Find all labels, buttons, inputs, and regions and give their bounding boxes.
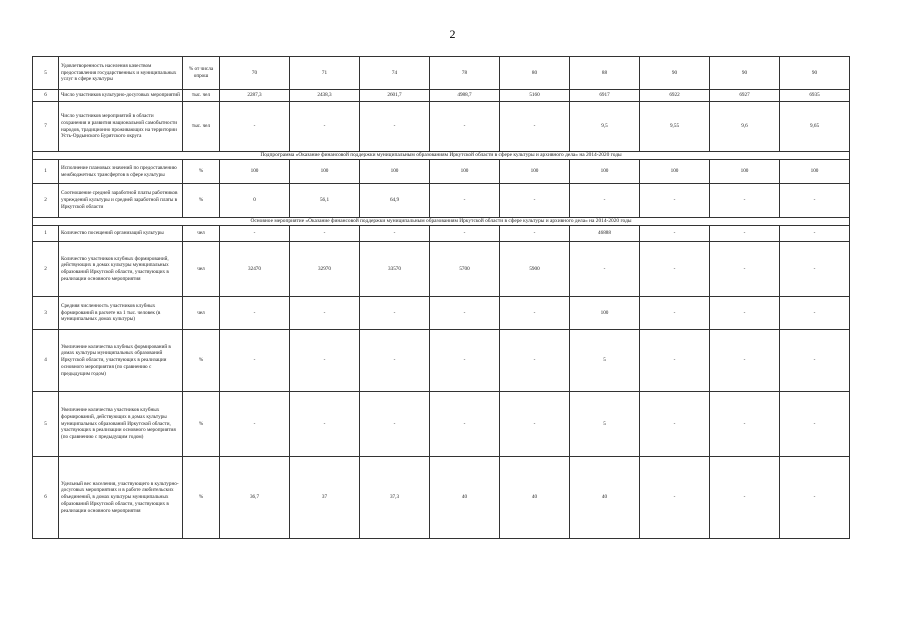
value-cell: 100: [360, 160, 430, 184]
unit-cell: %: [183, 330, 220, 392]
value-cell: -: [710, 392, 780, 457]
table-row: [33, 392, 850, 457]
value-cell: 9,65: [780, 102, 850, 152]
section-header-row: [33, 152, 850, 160]
value-cell: 32470: [220, 242, 290, 297]
value-cell: 64,9: [360, 184, 430, 218]
row-number: 6: [33, 90, 59, 102]
value-cell: -: [640, 392, 710, 457]
value-cell: -: [780, 297, 850, 330]
row-number: 4: [33, 330, 59, 392]
value-cell: 90: [710, 57, 780, 90]
value-cell: 2438,3: [290, 90, 360, 102]
table-row: [33, 57, 850, 90]
table-row: [33, 457, 850, 539]
value-cell: -: [500, 226, 570, 242]
value-cell: -: [710, 184, 780, 218]
value-cell: -: [640, 457, 710, 539]
value-cell: 4988,7: [430, 90, 500, 102]
value-cell: 9,6: [710, 102, 780, 152]
indicator-name: Исполнение плановых значений по предоставлению межбюджетных трансфертов в сфере культуры: [59, 160, 183, 184]
value-cell: 9,55: [640, 102, 710, 152]
row-number: 1: [33, 160, 59, 184]
value-cell: 100: [570, 160, 640, 184]
value-cell: -: [570, 184, 640, 218]
value-cell: -: [290, 102, 360, 152]
indicator-name: Увеличение количества участников клубных формирований, действующих в домах культуры муниципальных образований Иркутской области, участвующих в реализации основного мероприятия (по сравнению с предыдущим годом): [59, 392, 183, 457]
indicator-name: Удовлетворенность населения качеством предоставления государственных и муниципальных услуг в сфере культуры: [59, 57, 183, 90]
unit-cell: чел: [183, 226, 220, 242]
table-row: [33, 242, 850, 297]
value-cell: -: [640, 297, 710, 330]
value-cell: -: [780, 184, 850, 218]
value-cell: 5: [570, 392, 640, 457]
value-cell: -: [360, 102, 430, 152]
unit-cell: %: [183, 184, 220, 218]
value-cell: -: [220, 330, 290, 392]
value-cell: 100: [570, 297, 640, 330]
row-number: 5: [33, 392, 59, 457]
table-row: [33, 184, 850, 218]
value-cell: 6922: [640, 90, 710, 102]
unit-cell: тыс. чел: [183, 102, 220, 152]
value-cell: 70: [220, 57, 290, 90]
value-cell: 2287,3: [220, 90, 290, 102]
value-cell: -: [430, 226, 500, 242]
value-cell: 90: [640, 57, 710, 90]
unit-cell: %: [183, 392, 220, 457]
value-cell: 37,3: [360, 457, 430, 539]
unit-cell: % от числа опрош: [183, 57, 220, 90]
indicator-name: Средняя численность участников клубных формирований в расчете на 1 тыс. человек (в муниципальных домах культуры): [59, 297, 183, 330]
table-row: [33, 297, 850, 330]
table-row: [33, 160, 850, 184]
unit-cell: чел: [183, 242, 220, 297]
value-cell: 100: [500, 160, 570, 184]
value-cell: 5160: [500, 90, 570, 102]
value-cell: 6917: [570, 90, 640, 102]
value-cell: -: [220, 226, 290, 242]
indicator-name: Удельный вес населения, участвующего в культурно-досуговых мероприятиях и в работе любительских объединений, в домах культуры муниципальных образований Иркутской области, участвующих в реализации основного мероприятия: [59, 457, 183, 539]
indicator-name: Увеличение количества клубных формирований в домах культуры муниципальных образований Иркутской области, участвующих в реализации основного мероприятия (по сравнению с предыдущим годом): [59, 330, 183, 392]
value-cell: -: [500, 392, 570, 457]
value-cell: -: [500, 330, 570, 392]
value-cell: 2601,7: [360, 90, 430, 102]
value-cell: 40: [570, 457, 640, 539]
value-cell: -: [360, 330, 430, 392]
value-cell: 71: [290, 57, 360, 90]
value-cell: -: [290, 297, 360, 330]
value-cell: -: [220, 392, 290, 457]
value-cell: 36,7: [220, 457, 290, 539]
value-cell: -: [360, 226, 430, 242]
value-cell: 100: [430, 160, 500, 184]
value-cell: 100: [290, 160, 360, 184]
value-cell: 78: [430, 57, 500, 90]
value-cell: 100: [780, 160, 850, 184]
row-number: 1: [33, 226, 59, 242]
section-title: Основное мероприятие «Оказание финансовой поддержки муниципальным образованиям Иркутской области в сфере культуры и архивного дела» на 2014-2020 годы: [33, 218, 850, 226]
value-cell: 46888: [570, 226, 640, 242]
value-cell: -: [570, 242, 640, 297]
row-number: 2: [33, 242, 59, 297]
value-cell: 88: [570, 57, 640, 90]
section-header-row: [33, 218, 850, 226]
page-number: 2: [449, 27, 456, 41]
value-cell: 56,1: [290, 184, 360, 218]
indicator-name: Количество посещений организаций культуры: [59, 226, 183, 242]
value-cell: -: [360, 392, 430, 457]
row-number: 7: [33, 102, 59, 152]
table-row: [33, 90, 850, 102]
value-cell: 6927: [710, 90, 780, 102]
indicator-name: Число участников мероприятий в области сохранения и развития национальной самобытности народов, традиционно проживающих на территории Усть-Ордынского Бурятского округа: [59, 102, 183, 152]
value-cell: -: [360, 297, 430, 330]
value-cell: -: [290, 330, 360, 392]
value-cell: 37: [290, 457, 360, 539]
unit-cell: тыс. чел: [183, 90, 220, 102]
value-cell: -: [220, 102, 290, 152]
value-cell: -: [500, 297, 570, 330]
value-cell: -: [430, 330, 500, 392]
value-cell: -: [780, 392, 850, 457]
value-cell: 100: [220, 160, 290, 184]
unit-cell: чел: [183, 297, 220, 330]
value-cell: -: [710, 457, 780, 539]
row-number: 2: [33, 184, 59, 218]
indicator-name: Соотношение средней заработной платы работников учреждений культуры и средней заработной платы в Иркутской области: [59, 184, 183, 218]
value-cell: -: [710, 226, 780, 242]
table-row: [33, 330, 850, 392]
value-cell: -: [290, 392, 360, 457]
value-cell: -: [780, 457, 850, 539]
value-cell: 90: [780, 57, 850, 90]
value-cell: 9,5: [570, 102, 640, 152]
indicators-table: [32, 56, 850, 539]
value-cell: 6935: [780, 90, 850, 102]
row-number: 5: [33, 57, 59, 90]
value-cell: 33570: [360, 242, 430, 297]
value-cell: -: [640, 330, 710, 392]
value-cell: -: [640, 242, 710, 297]
value-cell: 32970: [290, 242, 360, 297]
value-cell: -: [780, 226, 850, 242]
value-cell: -: [220, 297, 290, 330]
value-cell: 40: [430, 457, 500, 539]
value-cell: -: [640, 226, 710, 242]
value-cell: 100: [710, 160, 780, 184]
value-cell: 74: [360, 57, 430, 90]
value-cell: 100: [640, 160, 710, 184]
table-row: [33, 102, 850, 152]
value-cell: -: [500, 184, 570, 218]
value-cell: -: [290, 226, 360, 242]
value-cell: -: [780, 242, 850, 297]
row-number: 6: [33, 457, 59, 539]
value-cell: -: [780, 330, 850, 392]
value-cell: 40: [500, 457, 570, 539]
unit-cell: %: [183, 160, 220, 184]
indicator-name: Количество участников клубных формирований, действующих в домах культуры муниципальных образований Иркутской области, участвующих в реализации основного мероприятия: [59, 242, 183, 297]
unit-cell: %: [183, 457, 220, 539]
table-row: [33, 226, 850, 242]
value-cell: -: [640, 184, 710, 218]
value-cell: -: [430, 184, 500, 218]
value-cell: -: [710, 297, 780, 330]
value-cell: 5700: [430, 242, 500, 297]
value-cell: -: [710, 330, 780, 392]
value-cell: -: [430, 392, 500, 457]
value-cell: 5: [570, 330, 640, 392]
value-cell: -: [430, 102, 500, 152]
value-cell: -: [710, 242, 780, 297]
value-cell: -: [430, 297, 500, 330]
indicator-name: Число участников культурно-досуговых мероприятий: [59, 90, 183, 102]
value-cell: 80: [500, 57, 570, 90]
value-cell: -: [500, 102, 570, 152]
value-cell: 5900: [500, 242, 570, 297]
value-cell: 0: [220, 184, 290, 218]
row-number: 3: [33, 297, 59, 330]
section-title: Подпрограмма «Оказание финансовой поддержки муниципальным образованиям Иркутской области в сфере культуры и архивного дела» на 2014-2020 годы: [33, 152, 850, 160]
